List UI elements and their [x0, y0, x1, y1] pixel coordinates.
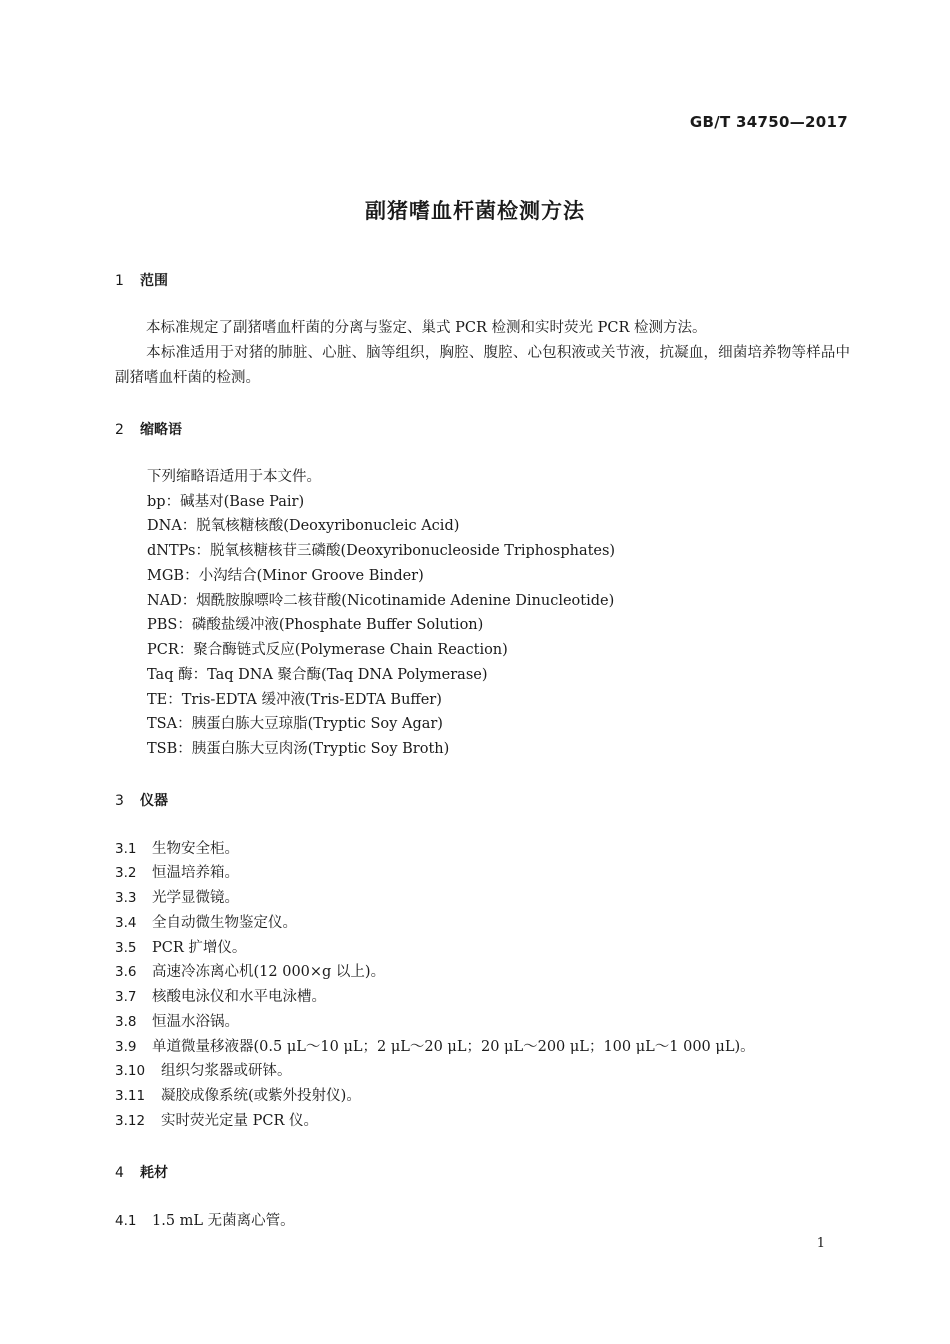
section-number: 2 — [115, 422, 124, 438]
instrument-item: 3.12 实时荧光定量 PCR 仪。 — [115, 1113, 318, 1129]
instrument-item: 3.4 全自动微生物鉴定仪。 — [115, 915, 297, 931]
instrument-item: 3.5 PCR 扩增仪。 — [115, 940, 247, 956]
instrument-item: 3.9 单道微量移液器(0.5 μL～10 μL；2 μL～20 μL；20 μL～200 μL；100 μL～1 000 μL)。 — [115, 1039, 755, 1055]
abbreviations-intro: 下列缩略语适用于本文件。 — [147, 469, 321, 485]
abbreviation-item: TSA：胰蛋白胨大豆琼脂(Tryptic Soy Agar) — [147, 716, 443, 732]
instrument-item: 3.7 核酸电泳仪和水平电泳槽。 — [115, 989, 326, 1005]
instrument-item: 3.11 凝胶成像系统(或紫外投射仪)。 — [115, 1088, 361, 1104]
standard-code: GB/T 34750—2017 — [689, 113, 848, 131]
instrument-item: 3.10 组织匀浆器或研钵。 — [115, 1063, 292, 1079]
section-title: 仪器 — [140, 793, 168, 809]
instrument-item: 3.6 高速冷冻离心机(12 000×g 以上)。 — [115, 964, 386, 980]
abbreviation-item: TSB：胰蛋白胨大豆肉汤(Tryptic Soy Broth) — [147, 741, 450, 757]
section-title: 缩略语 — [140, 422, 182, 438]
abbreviation-item: bp：碱基对(Base Pair) — [147, 494, 305, 510]
section-3-heading — [115, 790, 168, 810]
section-title: 耗材 — [140, 1165, 168, 1181]
instrument-item: 3.2 恒温培养箱。 — [115, 865, 239, 881]
abbreviation-item: Taq 酶：Taq DNA 聚合酶(Taq DNA Polymerase) — [147, 667, 488, 683]
abbreviation-item: PCR：聚合酶链式反应(Polymerase Chain Reaction) — [147, 642, 508, 658]
section-number: 1 — [115, 273, 124, 289]
section-title: 范围 — [140, 273, 168, 289]
instrument-item: 3.1 生物安全柜。 — [115, 841, 239, 857]
abbreviation-item: DNA：脱氧核糖核酸(Deoxyribonucleic Acid) — [147, 518, 460, 534]
section-2-heading — [115, 419, 182, 439]
page-number: 1 — [816, 1236, 825, 1251]
instrument-item: 3.3 光学显微镜。 — [115, 890, 239, 906]
abbreviation-item: dNTPs：脱氧核糖核苷三磷酸(Deoxyribonucleoside Triphosphates) — [147, 543, 616, 559]
abbreviation-item: PBS：磷酸盐缓冲液(Phosphate Buffer Solution) — [147, 617, 484, 633]
scope-paragraph-2: 本标准适用于对猪的肺脏、心脏、脑等组织，胸腔、腹腔、心包积液或关节液，抗凝血，细菌培养物等样品中副猪嗜血杆菌的检测。 — [115, 345, 850, 386]
instrument-item: 3.8 恒温水浴锅。 — [115, 1014, 239, 1030]
consumable-item: 4.1 1.5 mL 无菌离心管。 — [115, 1213, 295, 1229]
section-number: 3 — [115, 793, 124, 809]
section-4-heading — [115, 1162, 168, 1182]
document-title: 副猪嗜血杆菌检测方法 — [365, 199, 585, 223]
abbreviation-item: MGB：小沟结合(Minor Groove Binder) — [147, 568, 424, 584]
section-number: 4 — [115, 1165, 124, 1181]
scope-paragraph-1: 本标准规定了副猪嗜血杆菌的分离与鉴定、巢式 PCR 检测和实时荧光 PCR 检测方法。 — [146, 320, 707, 336]
abbreviation-item: TE：Tris-EDTA 缓冲液(Tris-EDTA Buffer) — [147, 692, 442, 708]
section-1-heading — [115, 270, 168, 290]
abbreviation-item: NAD：烟酰胺腺嘌呤二核苷酸(Nicotinamide Adenine Dinucleotide) — [147, 593, 615, 609]
